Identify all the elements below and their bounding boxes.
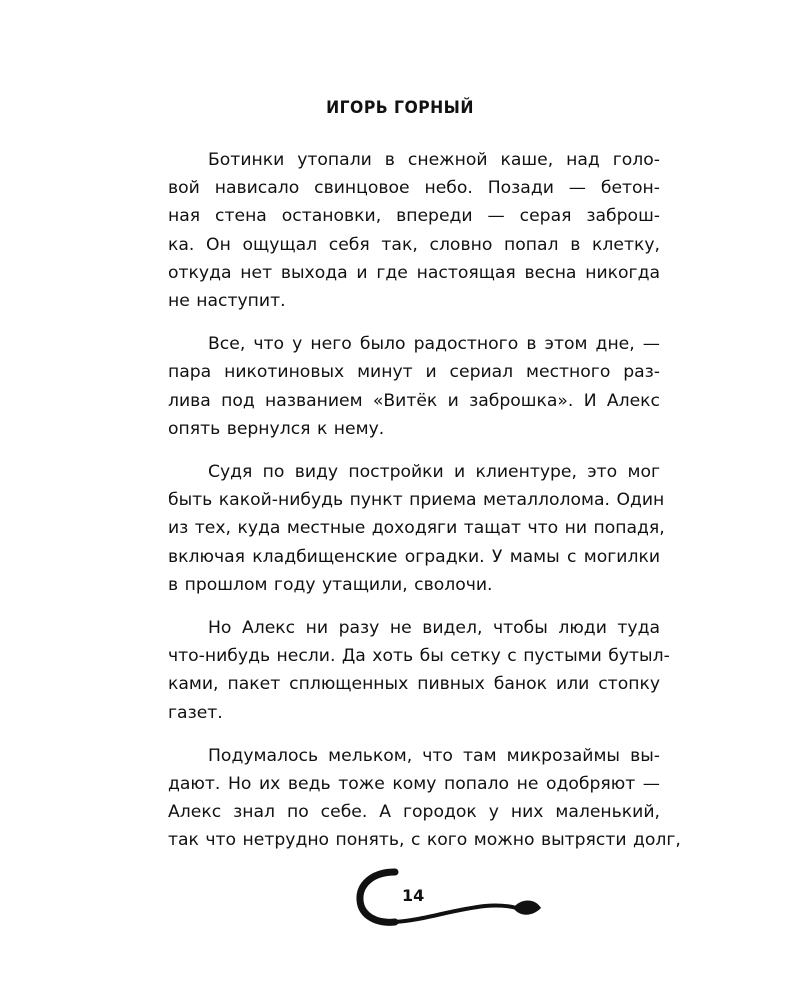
- paragraph-4: [168, 614, 670, 727]
- text-line: в прошлом году утащили, сволочи.: [168, 574, 493, 595]
- text-line: вой нависало свинцовое небо. Позади — бетон-: [168, 178, 660, 199]
- text-line: не наступит.: [168, 291, 286, 312]
- text-line: ка. Он ощущал себя так, словно попал в клетку,: [168, 234, 660, 255]
- text-line: опять вернулся к нему.: [168, 418, 385, 439]
- text-line: Но Алекс ни разу не видел, чтобы люди туда: [208, 618, 660, 639]
- page-number-ornament: [355, 866, 555, 936]
- text-line: Подумалось мельком, что там микрозаймы вы-: [208, 745, 660, 766]
- text-line: Все, что у него было радостного в этом дне, —: [208, 334, 660, 355]
- running-head-author: ИГОРЬ ГОРНЫЙ: [326, 98, 474, 118]
- body-text: [168, 146, 681, 870]
- text-line: быть какой-нибудь пункт приема металлолома. Один: [168, 490, 665, 511]
- text-line: Ботинки утопали в снежной каше, над голо-: [208, 150, 660, 170]
- paragraph-1: [168, 146, 660, 315]
- text-line: лива под названием «Витёк и заброшка». И Алекс: [168, 390, 660, 411]
- text-line: включая кладбищенские оградки. У мамы с могилки: [168, 546, 660, 567]
- paragraph-2: [168, 330, 660, 443]
- text-line: так что нетрудно понять, с кого можно вытрясти долг,: [168, 830, 681, 851]
- text-line: пара никотиновых минут и сериал местного раз-: [168, 362, 660, 383]
- text-line: откуда нет выхода и где настоящая весна никогда: [168, 262, 660, 283]
- paragraph-5: [168, 742, 681, 855]
- page-number: 14: [402, 886, 425, 905]
- text-line: из тех, куда местные доходяги тащат что ни попадя,: [168, 518, 665, 539]
- text-line: дают. Но их ведь тоже кому попало не одобряют —: [168, 774, 660, 795]
- text-line: что-нибудь несли. Да хоть бы сетку с пустыми бутыл-: [168, 646, 670, 667]
- text-line: ками, пакет сплющенных пивных банок или стопку: [168, 674, 660, 695]
- text-line: Алекс знал по себе. А городок у них маленький,: [168, 802, 660, 823]
- text-line: ная стена остановки, впереди — серая заброш-: [168, 206, 660, 227]
- paragraph-3: [168, 458, 665, 599]
- swirl-ornament-icon: [355, 866, 555, 936]
- text-line: Судя по виду постройки и клиентуре, это мог: [208, 462, 660, 483]
- text-line: газет.: [168, 702, 223, 723]
